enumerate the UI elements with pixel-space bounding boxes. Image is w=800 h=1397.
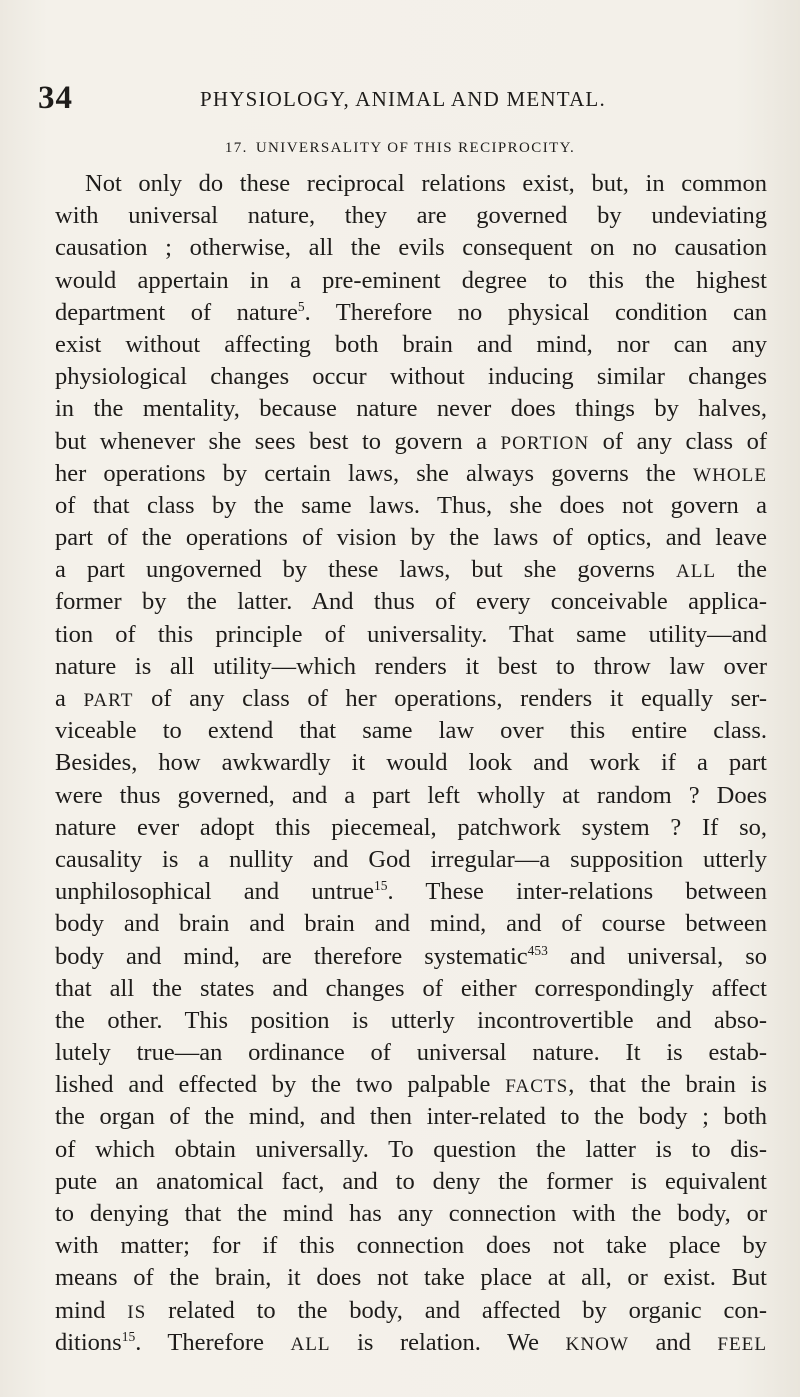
- footnote-ref: 15: [374, 877, 388, 893]
- small-caps-term: IS: [127, 1301, 147, 1323]
- section-heading: [0, 137, 800, 159]
- text-line: lutely true—an ordinance of universal nature. It is estab-: [55, 1039, 767, 1067]
- text-line: of that class by the same laws. Thus, she does not govern a: [55, 491, 767, 519]
- text-line: nature ever adopt this piecemeal, patchwork system ? If so,: [55, 813, 767, 841]
- section-number: 17.: [224, 140, 248, 156]
- text-line: tion of this principle of universality. That same utility—and: [55, 620, 767, 648]
- text-line: ditions$^{15}$. Therefore ALL is relation. We KNOW and FEEL: [55, 1328, 768, 1356]
- text-line: the organ of the mind, and then inter-related to the body ; both: [55, 1103, 767, 1131]
- text-line: causality is a nullity and God irregular—a supposition utterly: [55, 845, 767, 873]
- text-line: Not only do these reciprocal relations exist, but, in common: [85, 170, 767, 197]
- footnote-ref: 5: [297, 298, 305, 314]
- text-line: mind IS related to the body, and affected by organic con-: [55, 1296, 767, 1324]
- small-caps-term: FEEL: [717, 1333, 768, 1355]
- text-line: in the mentality, because nature never does things by halves,: [55, 395, 767, 423]
- text-line: of which obtain universally. To question the latter is to dis-: [55, 1135, 767, 1163]
- text-line: former by the latter. And thus of every conceivable applica-: [55, 588, 767, 616]
- text-line: means of the brain, it does not take place at all, or exist. But: [55, 1264, 767, 1292]
- text-line: physiological changes occur without inducing similar changes: [55, 363, 767, 391]
- small-caps-term: ALL: [290, 1333, 331, 1355]
- text-line: viceable to extend that same law over this entire class.: [55, 717, 767, 745]
- footnote-ref: 15: [121, 1328, 136, 1344]
- running-head: [38, 78, 778, 118]
- text-line: that all the states and changes of either correspondingly affect: [55, 974, 767, 1002]
- text-line: with universal nature, they are governed by undeviating: [55, 202, 767, 230]
- small-caps-term: PORTION: [500, 432, 590, 454]
- small-caps-term: KNOW: [565, 1333, 629, 1355]
- text-line: were thus governed, and a part left wholly at random ? Does: [55, 781, 767, 809]
- small-caps-term: WHOLE: [693, 464, 768, 486]
- text-line: department of nature$^5$. Therefore no physical condition can: [55, 298, 767, 326]
- text-line: part of the operations of vision by the laws of optics, and leave: [55, 524, 767, 552]
- text-line: causation ; otherwise, all the evils consequent on no causation: [55, 234, 767, 262]
- text-line: body and mind, are therefore systematic$^{453}$ and universal, so: [55, 942, 767, 970]
- small-caps-term: ALL: [675, 561, 717, 583]
- footnote-ref: 453: [527, 942, 548, 958]
- text-line: to denying that the mind has any connection with the body, or: [55, 1200, 767, 1227]
- text-line: her operations by certain laws, she always governs the WHOLE: [55, 459, 768, 487]
- text-line: lished and effected by the two palpable FACTS, that the brain is: [55, 1071, 768, 1099]
- text-line: unphilosophical and untrue$^{15}$. These inter-relations between: [55, 877, 767, 906]
- running-title: PHYSIOLOGY, ANIMAL AND MENTAL.: [200, 87, 606, 111]
- section-title: UNIVERSALITY OF THIS RECIPROCITY.: [255, 140, 576, 156]
- text-line: would appertain in a pre-eminent degree to this the highest: [55, 266, 767, 294]
- text-line: a part ungoverned by these laws, but she governs ALL the: [55, 556, 768, 584]
- text-line: body and brain and brain and mind, and of course between: [55, 910, 767, 938]
- text-line: with matter; for if this connection does not take place by: [55, 1232, 767, 1260]
- text-line: the other. This position is utterly incontrovertible and abso-: [55, 1006, 767, 1034]
- text-line: pute an anatomical fact, and to deny the former is equivalent: [55, 1167, 767, 1195]
- text-line: nature is all utility—which renders it best to throw law over: [55, 652, 767, 680]
- small-caps-term: FACTS: [505, 1076, 569, 1098]
- text-line: Besides, how awkwardly it would look and work if a part: [55, 749, 767, 777]
- text-line: exist without affecting both brain and mind, nor can any: [55, 330, 767, 358]
- text-line: but whenever she sees best to govern a PORTION of any class of: [55, 427, 768, 455]
- text-line: a PART of any class of her operations, renders it equally ser-: [55, 685, 768, 712]
- small-caps-term: PART: [83, 690, 134, 711]
- page-number: 34: [38, 80, 73, 116]
- body-paragraph: [55, 168, 767, 1359]
